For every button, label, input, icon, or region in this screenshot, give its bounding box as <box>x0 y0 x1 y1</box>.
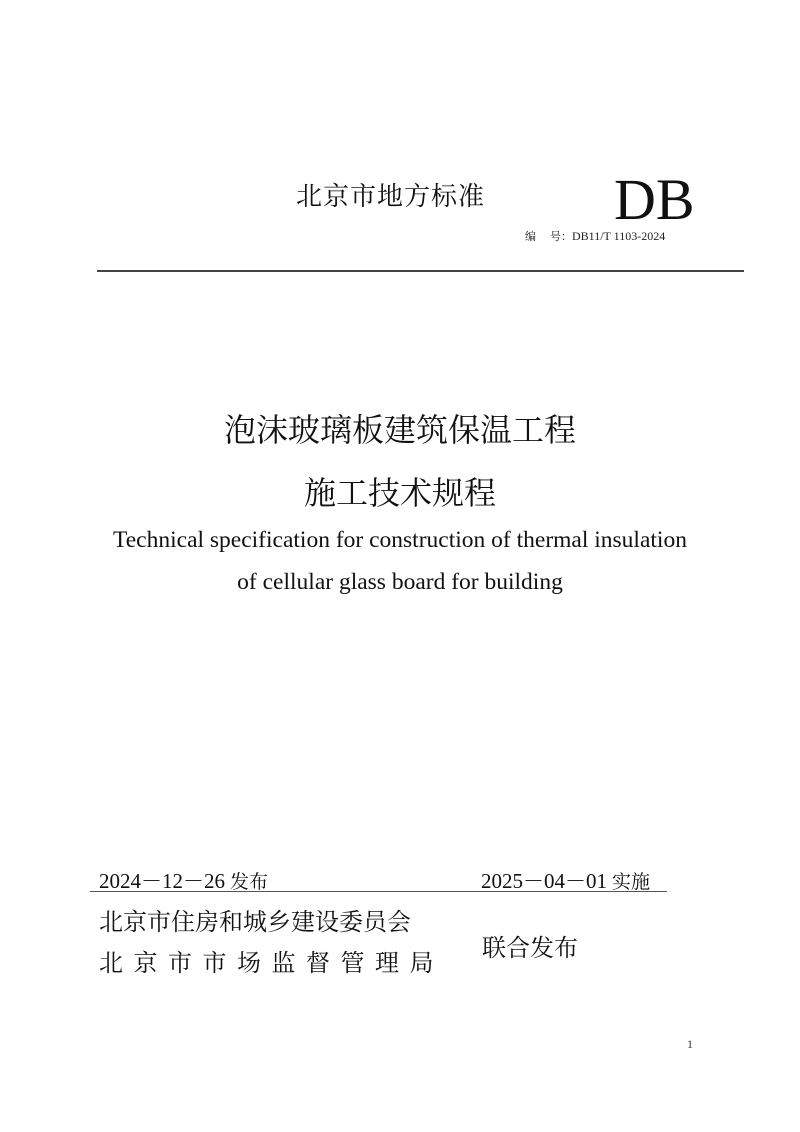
header-divider <box>97 270 744 272</box>
db-mark: DB <box>614 167 695 232</box>
dates-divider <box>90 891 667 892</box>
issue-date-value: 2024－12－26 <box>99 869 225 893</box>
title-cn-line-2: 施工技术规程 <box>303 474 496 512</box>
page-number: 1 <box>687 1037 693 1051</box>
standard-number-label-b: 号： <box>550 230 572 243</box>
title-cn-line-1: 泡沫玻璃板建筑保温工程 <box>223 411 576 449</box>
standard-type-heading: 北京市地方标准 <box>296 182 486 212</box>
issuer-line-1: 北京市住房和城乡建设委员会 <box>99 908 411 936</box>
title-en-line-1: Technical specification for construction of thermal insulation <box>113 527 687 553</box>
standard-number-label-a: 编 <box>525 230 536 243</box>
title-en-line-2: of cellular glass board for building <box>237 569 563 595</box>
issuer-line-2: 北京市市场监督管理局 <box>99 949 444 977</box>
standard-number <box>525 228 665 244</box>
standard-number-value: DB11/T 1103-2024 <box>572 229 666 243</box>
implement-date-label: 实施 <box>612 871 651 893</box>
joint-issue-label: 联合发布 <box>482 934 578 962</box>
issue-date-label: 发布 <box>230 871 269 893</box>
implement-date-value: 2025－04－01 <box>481 869 607 893</box>
